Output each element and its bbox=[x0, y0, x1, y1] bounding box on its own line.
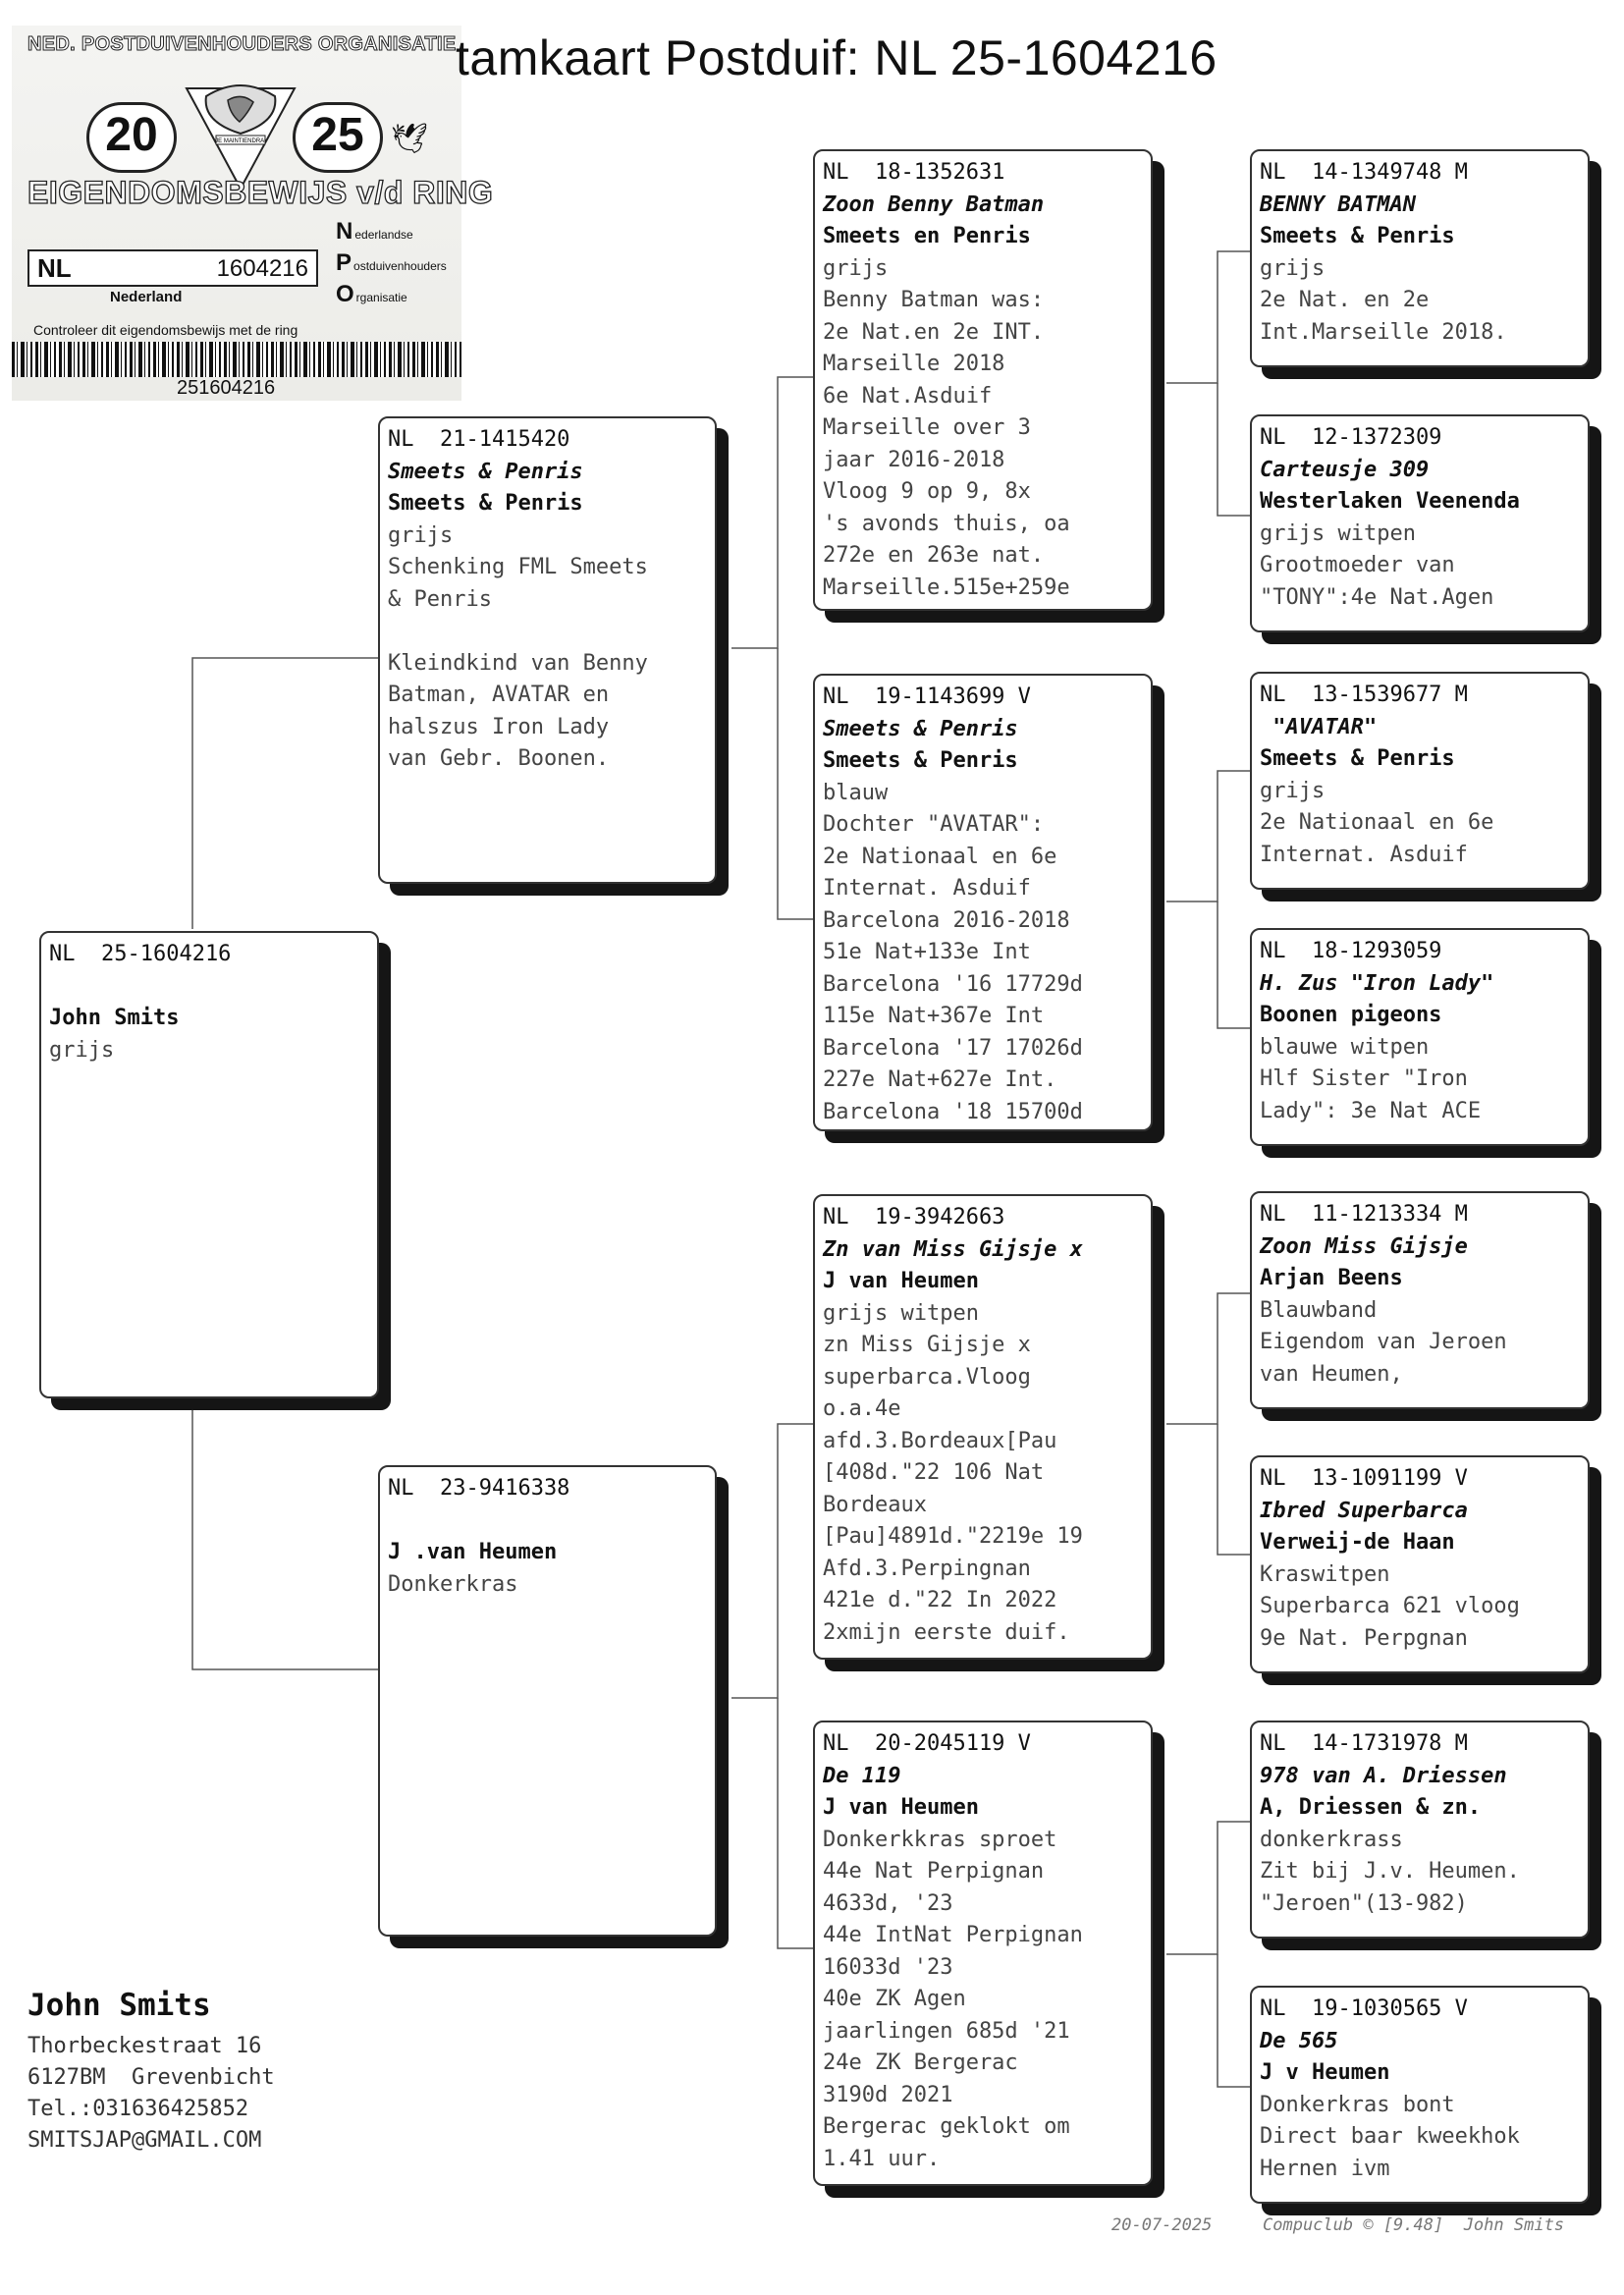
sticker-ring-number: 1604216 bbox=[216, 255, 308, 282]
pigeon-note: halszus Iron Lady bbox=[388, 714, 610, 739]
pigeon-note: Zit bij J.v. Heumen. bbox=[1260, 1859, 1520, 1884]
pigeon-name: Ibred Superbarca bbox=[1260, 1498, 1468, 1523]
pigeon-note: jaar 2016-2018 bbox=[823, 447, 1005, 472]
connector-mf-mfm bbox=[1218, 1424, 1252, 1555]
ring-number: NL 21-1415420 bbox=[388, 427, 570, 452]
pigeon-note: 's avonds thuis, oa bbox=[823, 511, 1070, 536]
pigeon-note: Kleindkind van Benny bbox=[388, 650, 648, 676]
pigeon-note: "Jeroen"(13-982) bbox=[1260, 1890, 1468, 1916]
npo-o-line: Organisatie bbox=[336, 281, 407, 307]
pigeon-name: H. Zus "Iron Lady" bbox=[1260, 970, 1494, 996]
pigeon-card-fm bbox=[813, 674, 1153, 1131]
pigeon-note: "TONY":4e Nat.Agen bbox=[1260, 584, 1494, 610]
spacer bbox=[49, 971, 369, 1004]
pigeon-note: 24e ZK Bergerac bbox=[823, 2050, 1018, 2075]
breeder-name: A, Driessen & zn. bbox=[1260, 1795, 1482, 1820]
pigeon-name: "AVATAR" bbox=[1260, 714, 1378, 739]
npo-p-line: Postduivenhouders bbox=[336, 249, 447, 276]
pigeon-note: Grootmoeder van bbox=[1260, 553, 1455, 577]
pigeon-note: 16033d '23 bbox=[823, 1954, 953, 1980]
breeder-name: Smeets & Penris bbox=[1260, 224, 1455, 248]
ring-number: NL 12-1372309 bbox=[1260, 425, 1442, 450]
sticker-title: EIGENDOMSBEWIJS v/d RING bbox=[27, 175, 494, 210]
pigeon-note: Eigendom van Jeroen bbox=[1260, 1330, 1507, 1354]
pigeon-note: afd.3.Bordeaux[Pau bbox=[823, 1428, 1057, 1453]
pigeon-note: Barcelona '18 15700d bbox=[823, 1099, 1083, 1124]
pigeon-color: Donkerkras bbox=[388, 1571, 518, 1597]
pigeon-name: De 565 bbox=[1260, 2028, 1338, 2053]
connector-mother-mm bbox=[778, 1698, 815, 1948]
sticker-check-text: Controleer dit eigendomsbewijs met de ring bbox=[33, 322, 298, 338]
pigeon-color: grijs witpen bbox=[823, 1300, 979, 1326]
ring-number: NL 13-1539677 M bbox=[1260, 683, 1468, 707]
pigeon-note: Barcelona '16 17729d bbox=[823, 971, 1083, 997]
pigeon-note: Marseille.515e+259e bbox=[823, 574, 1070, 600]
ring-number: NL 18-1352631 bbox=[823, 160, 1005, 185]
breeder-name: John Smits bbox=[49, 1006, 180, 1030]
pigeon-note: Bergerac geklokt om bbox=[823, 2114, 1070, 2139]
pigeon-note: 115e Nat+367e Int bbox=[823, 1004, 1045, 1028]
pigeon-card-mfm bbox=[1250, 1455, 1590, 1673]
pigeon-note: Dochter "AVATAR": bbox=[823, 812, 1045, 837]
ring-number: NL 14-1349748 M bbox=[1260, 160, 1468, 185]
ring-number: NL 11-1213334 M bbox=[1260, 1202, 1468, 1227]
breeder-name: J .van Heumen bbox=[388, 1540, 558, 1564]
pigeon-note: Afd.3.Perpingnan bbox=[823, 1556, 1031, 1581]
spacer bbox=[388, 1505, 707, 1538]
breeder-name: Verweij-de Haan bbox=[1260, 1530, 1455, 1555]
pigeon-name: Zoon Benny Batman bbox=[823, 191, 1045, 217]
breeder-name: Boonen pigeons bbox=[1260, 1003, 1442, 1027]
breeder-name: Smeets & Penris bbox=[388, 491, 583, 516]
page-title: tamkaart Postduif: NL 25-1604216 bbox=[456, 30, 1218, 85]
pigeon-note: Lady": 3e Nat ACE bbox=[1260, 1098, 1482, 1123]
pigeon-color: grijs bbox=[823, 255, 889, 281]
pigeon-note: 6e Nat.Asduif bbox=[823, 383, 993, 409]
pigeon-note: 4633d, '23 bbox=[823, 1890, 953, 1916]
pigeon-note: 44e Nat Perpignan bbox=[823, 1859, 1045, 1884]
pigeon-name: BENNY BATMAN bbox=[1260, 191, 1416, 217]
pigeon-note: & Penris bbox=[388, 586, 492, 612]
pigeon-color: grijs bbox=[388, 522, 454, 548]
breeder-name: Westerlaken Veenenda bbox=[1260, 489, 1520, 514]
pigeon-note: 421e d."22 In 2022 bbox=[823, 1588, 1057, 1612]
pigeon-note: 227e Nat+627e Int. bbox=[823, 1067, 1057, 1092]
pigeon-note: 9e Nat. Perpgnan bbox=[1260, 1625, 1468, 1651]
pigeon-note: 40e ZK Agen bbox=[823, 1987, 966, 2011]
sticker-organisation: NED. POSTDUIVENHOUDERS ORGANISATIE bbox=[27, 33, 457, 55]
dove-icon: 🕊 bbox=[391, 123, 429, 155]
breeder-name: Arjan Beens bbox=[1260, 1266, 1403, 1290]
pigeon-color: donkerkrass bbox=[1260, 1827, 1403, 1852]
pigeon-note: zn Miss Gijsje x bbox=[823, 1333, 1031, 1357]
connector-mf-mff bbox=[1166, 1293, 1252, 1424]
pigeon-note: Internat. Asduif bbox=[1260, 842, 1468, 867]
connector-mother-mf bbox=[731, 1424, 815, 1698]
sticker-year-left: 20 bbox=[86, 102, 177, 173]
sticker-year-right: 25 bbox=[293, 102, 383, 173]
pigeon-card-fmf bbox=[1250, 672, 1590, 890]
pigeon-note: Benny Batman was: bbox=[823, 288, 1045, 312]
ring-number: NL 19-3942663 bbox=[823, 1205, 1005, 1229]
breeder-name: Smeets & Penris bbox=[823, 748, 1018, 773]
pigeon-note: Barcelona 2016-2018 bbox=[823, 907, 1070, 933]
owner-phone: Tel.:031636425852 bbox=[27, 2097, 249, 2121]
owner-address-block bbox=[27, 1988, 275, 2157]
pigeon-card-mother bbox=[378, 1465, 717, 1937]
pigeon-note: [Pau]4891d."2219e 19 bbox=[823, 1524, 1083, 1549]
ring-number: NL 14-1731978 M bbox=[1260, 1731, 1468, 1756]
pigeon-note: van Gebr. Boonen. bbox=[388, 746, 610, 771]
npo-n-line: Nederlandse bbox=[336, 218, 413, 245]
ring-number: NL 18-1293059 bbox=[1260, 939, 1442, 963]
pigeon-note: superbarca.Vloog bbox=[823, 1364, 1031, 1390]
pigeon-name: Carteusje 309 bbox=[1260, 457, 1430, 482]
pigeon-name: Smeets & Penris bbox=[388, 459, 583, 484]
barcode-number: 251604216 bbox=[177, 377, 276, 399]
connector-ff-fff bbox=[1166, 251, 1252, 383]
owner-name: John Smits bbox=[27, 1988, 211, 2023]
pigeon-name: Zoon Miss Gijsje bbox=[1260, 1233, 1468, 1259]
barcode bbox=[12, 342, 461, 377]
connector-mm-mmf bbox=[1166, 1822, 1252, 1954]
pigeon-color: grijs witpen bbox=[1260, 520, 1416, 546]
pigeon-note: o.a.4e bbox=[823, 1396, 901, 1421]
pigeon-card-mmf bbox=[1250, 1721, 1590, 1939]
pigeon-note: jaarlingen 685d '21 bbox=[823, 2018, 1070, 2044]
ring-number: NL 25-1604216 bbox=[49, 942, 232, 966]
connector-father-fm bbox=[778, 648, 815, 919]
breeder-name: J van Heumen bbox=[823, 1795, 979, 1820]
pigeon-note: van Heumen, bbox=[1260, 1361, 1403, 1387]
sticker-ring-box bbox=[27, 249, 318, 287]
pigeon-note: Marseille over 3 bbox=[823, 415, 1031, 440]
connector-father-ff bbox=[731, 377, 815, 648]
footer-date: 20-07-2025 bbox=[1111, 2215, 1213, 2235]
pigeon-note: Superbarca 621 vloog bbox=[1260, 1594, 1520, 1618]
ring-certificate-sticker bbox=[12, 26, 494, 401]
connector-fm-fmf bbox=[1166, 771, 1252, 902]
sticker-country: Nederland bbox=[110, 289, 183, 305]
pigeon-note: Bordeaux bbox=[823, 1492, 927, 1517]
pigeon-color: Blauwband bbox=[1260, 1297, 1378, 1323]
pigeon-color: Donkerkkras sproet bbox=[823, 1827, 1057, 1852]
pigeon-note: [408d."22 106 Nat bbox=[823, 1460, 1045, 1485]
ring-number: NL 23-9416338 bbox=[388, 1476, 570, 1501]
breeder-name: J v Heumen bbox=[1260, 2060, 1390, 2085]
pigeon-color: blauw bbox=[823, 780, 889, 805]
pigeon-name: Zn van Miss Gijsje x bbox=[823, 1236, 1083, 1262]
pigeon-card-father bbox=[378, 416, 717, 884]
footer-software: Compuclub © [9.48] John Smits bbox=[1263, 2215, 1565, 2235]
pigeon-note: 2e Nat.en 2e INT. bbox=[823, 319, 1045, 345]
pigeon-name: De 119 bbox=[823, 1763, 901, 1788]
pigeon-note: 2e Nationaal en 6e bbox=[823, 844, 1057, 869]
connector-main-father bbox=[192, 658, 378, 929]
ring-number: NL 19-1030565 V bbox=[1260, 1996, 1468, 2021]
pigeon-color: Donkerkras bont bbox=[1260, 2092, 1455, 2117]
pigeon-card-fff bbox=[1250, 149, 1590, 367]
pigeon-note: Hlf Sister "Iron bbox=[1260, 1066, 1468, 1091]
pigeon-note: Direct baar kweekhok bbox=[1260, 2124, 1520, 2149]
pigeon-note: Int.Marseille 2018. bbox=[1260, 319, 1507, 345]
pigeon-note: Batman, AVATAR en bbox=[388, 683, 610, 707]
pigeon-card-fmm bbox=[1250, 928, 1590, 1146]
pigeon-card-mmm bbox=[1250, 1986, 1590, 2204]
pigeon-note: 2xmijn eerste duif. bbox=[823, 1619, 1070, 1645]
pigeon-card-mm bbox=[813, 1721, 1153, 2186]
pigeon-note: Marseille 2018 bbox=[823, 352, 1005, 376]
connector-mm-mmm bbox=[1218, 1954, 1252, 2087]
pigeon-note: 2e Nat. en 2e bbox=[1260, 288, 1430, 312]
pigeon-color: Kraswitpen bbox=[1260, 1561, 1390, 1587]
pigeon-note: Vloog 9 op 9, 8x bbox=[823, 479, 1031, 504]
pigeon-card-mf bbox=[813, 1194, 1153, 1660]
pigeon-note: 1.41 uur. bbox=[823, 2146, 941, 2171]
pigeon-note: Internat. Asduif bbox=[823, 876, 1031, 901]
pigeon-note: Schenking FML Smeets bbox=[388, 555, 648, 579]
pigeon-color: blauwe witpen bbox=[1260, 1034, 1430, 1060]
pigeon-note: 272e en 263e nat. bbox=[823, 543, 1045, 568]
ring-number: NL 19-1143699 V bbox=[823, 684, 1031, 709]
ring-number: NL 13-1091199 V bbox=[1260, 1466, 1468, 1491]
pigeon-note: Barcelona '17 17026d bbox=[823, 1035, 1083, 1061]
pigeon-name: Smeets & Penris bbox=[823, 716, 1018, 741]
sticker-motto: JE MAINTIENDRAI bbox=[215, 138, 266, 144]
pigeon-color: grijs bbox=[49, 1037, 115, 1063]
pigeon-name: 978 van A. Driessen bbox=[1260, 1763, 1507, 1788]
pigeon-note: Hernen ivm bbox=[1260, 2156, 1390, 2181]
pigeon-note: 44e IntNat Perpignan bbox=[823, 1923, 1083, 1947]
sticker-country-code: NL bbox=[37, 253, 72, 283]
pigeon-card-ffm bbox=[1250, 414, 1590, 632]
pigeon-note bbox=[388, 616, 707, 648]
pigeon-card-main bbox=[39, 931, 379, 1398]
owner-email: SMITSJAP@GMAIL.COM bbox=[27, 2128, 262, 2153]
pigeon-card-ff bbox=[813, 149, 1153, 611]
pigeon-note: 3190d 2021 bbox=[823, 2082, 953, 2107]
pigeon-color: grijs bbox=[1260, 255, 1326, 281]
pigeon-card-mff bbox=[1250, 1191, 1590, 1409]
connector-ff-ffm bbox=[1218, 383, 1252, 516]
breeder-name: Smeets & Penris bbox=[1260, 746, 1455, 771]
pigeon-note: 51e Nat+133e Int bbox=[823, 940, 1031, 964]
owner-street: Thorbeckestraat 16 bbox=[27, 2034, 262, 2058]
breeder-name: J van Heumen bbox=[823, 1269, 979, 1293]
owner-city: 6127BM Grevenbicht bbox=[27, 2065, 275, 2090]
breeder-name: Smeets en Penris bbox=[823, 224, 1031, 248]
pigeon-color: grijs bbox=[1260, 778, 1326, 803]
connector-fm-fmm bbox=[1218, 902, 1252, 1028]
connector-main-mother bbox=[192, 1394, 378, 1669]
ring-number: NL 20-2045119 V bbox=[823, 1731, 1031, 1756]
pigeon-note: 2e Nationaal en 6e bbox=[1260, 810, 1494, 835]
